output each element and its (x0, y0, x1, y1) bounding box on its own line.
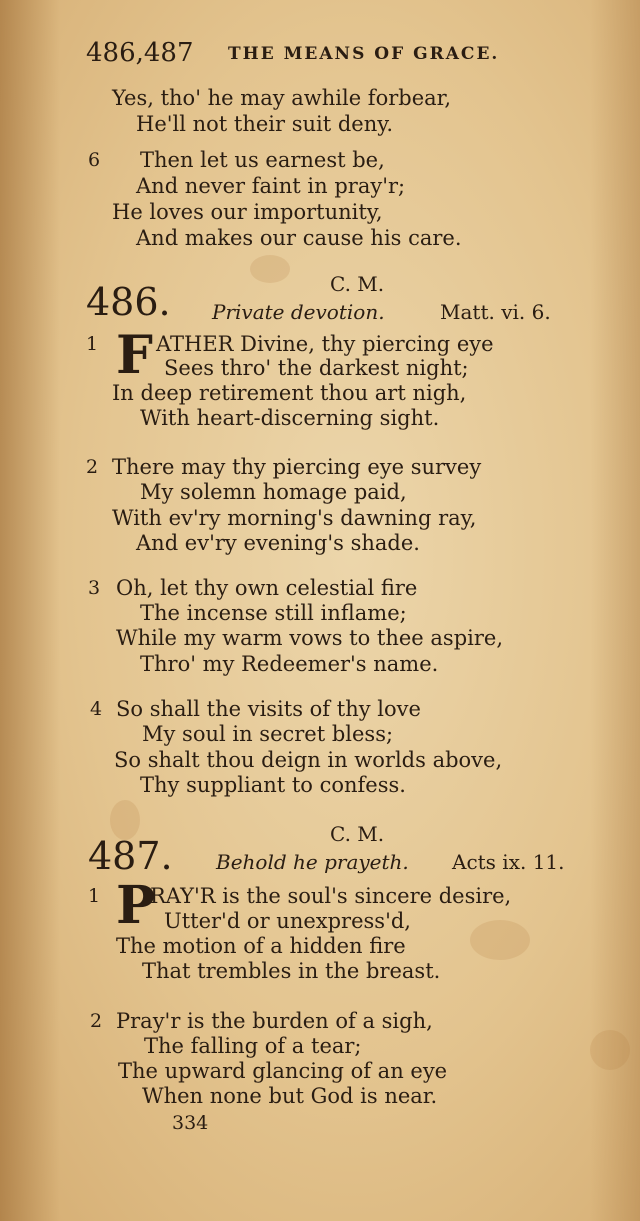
verse-line: The motion of a hidden fire (116, 934, 406, 958)
foxing-spot (470, 920, 530, 960)
verse-line: And makes our cause his care. (136, 226, 462, 250)
verse-line: The incense still inflame; (140, 601, 407, 625)
verse-line: The upward glancing of an eye (118, 1059, 448, 1083)
verse-line: In deep retirement thou art nigh, (112, 381, 467, 405)
scripture-reference: Acts ix. 11. (452, 850, 565, 874)
verse-line: My solemn homage paid, (140, 480, 407, 504)
drop-cap: P (116, 875, 156, 936)
verse-line: With heart-discerning sight. (140, 406, 440, 430)
hymn-meter: C. M. (330, 272, 385, 296)
verse-line: So shalt thou deign in worlds above, (114, 748, 503, 772)
verse-line: There may thy piercing eye survey (112, 455, 482, 479)
foxing-spot (250, 255, 290, 283)
stanza-number: 1 (86, 333, 99, 355)
hymn-subject: Private devotion. (212, 300, 385, 324)
verse-line: And ev'ry evening's shade. (136, 531, 420, 555)
verse-line: That trembles in the breast. (142, 959, 441, 983)
hymn-number: 487. (88, 834, 173, 878)
header-title: THE MEANS OF GRACE. (228, 44, 500, 64)
stanza-number: 6 (88, 149, 101, 171)
page-edge-shadow-left (0, 0, 60, 1221)
verse-line: RAY'R is the soul's sincere desire, (150, 884, 512, 908)
verse-line: When none but God is near. (142, 1084, 438, 1108)
drop-cap: F (116, 325, 153, 386)
hymn-subject: Behold he prayeth. (216, 850, 409, 874)
page-number: 334 (172, 1112, 209, 1134)
verse-line: My soul in secret bless; (142, 722, 394, 746)
stanza-number: 4 (90, 698, 103, 720)
verse-line: Thro' my Redeemer's name. (140, 652, 439, 676)
verse-line: While my warm vows to thee aspire, (116, 626, 504, 650)
scripture-reference: Matt. vi. 6. (440, 300, 551, 324)
verse-line: He loves our importunity, (112, 200, 383, 224)
verse-line: Sees thro' the darkest night; (164, 356, 469, 380)
verse-line: Then let us earnest be, (140, 148, 385, 172)
verse-line: Yes, tho' he may awhile forbear, (112, 86, 452, 110)
hymn-meter: C. M. (330, 822, 385, 846)
verse-line: Oh, let thy own celestial fire (116, 576, 418, 600)
verse-line: The falling of a tear; (144, 1034, 362, 1058)
verse-line: And never faint in pray'r; (136, 174, 406, 198)
stanza-number: 1 (88, 885, 101, 907)
verse-line: Pray'r is the burden of a sigh, (116, 1009, 433, 1033)
verse-line: He'll not their suit deny. (136, 112, 394, 136)
hymn-number: 486. (86, 280, 171, 324)
stanza-number: 2 (90, 1010, 103, 1032)
stanza-number: 2 (86, 456, 99, 478)
foxing-spot (590, 1030, 630, 1070)
verse-line: So shall the visits of thy love (116, 697, 421, 721)
verse-line: Thy suppliant to confess. (140, 773, 406, 797)
header-hymn-numbers: 486,487 (86, 38, 194, 68)
verse-line: Utter'd or unexpress'd, (164, 909, 411, 933)
stanza-number: 3 (88, 577, 101, 599)
verse-line: ATHER Divine, thy piercing eye (156, 332, 494, 356)
verse-line: With ev'ry morning's dawning ray, (112, 506, 477, 530)
